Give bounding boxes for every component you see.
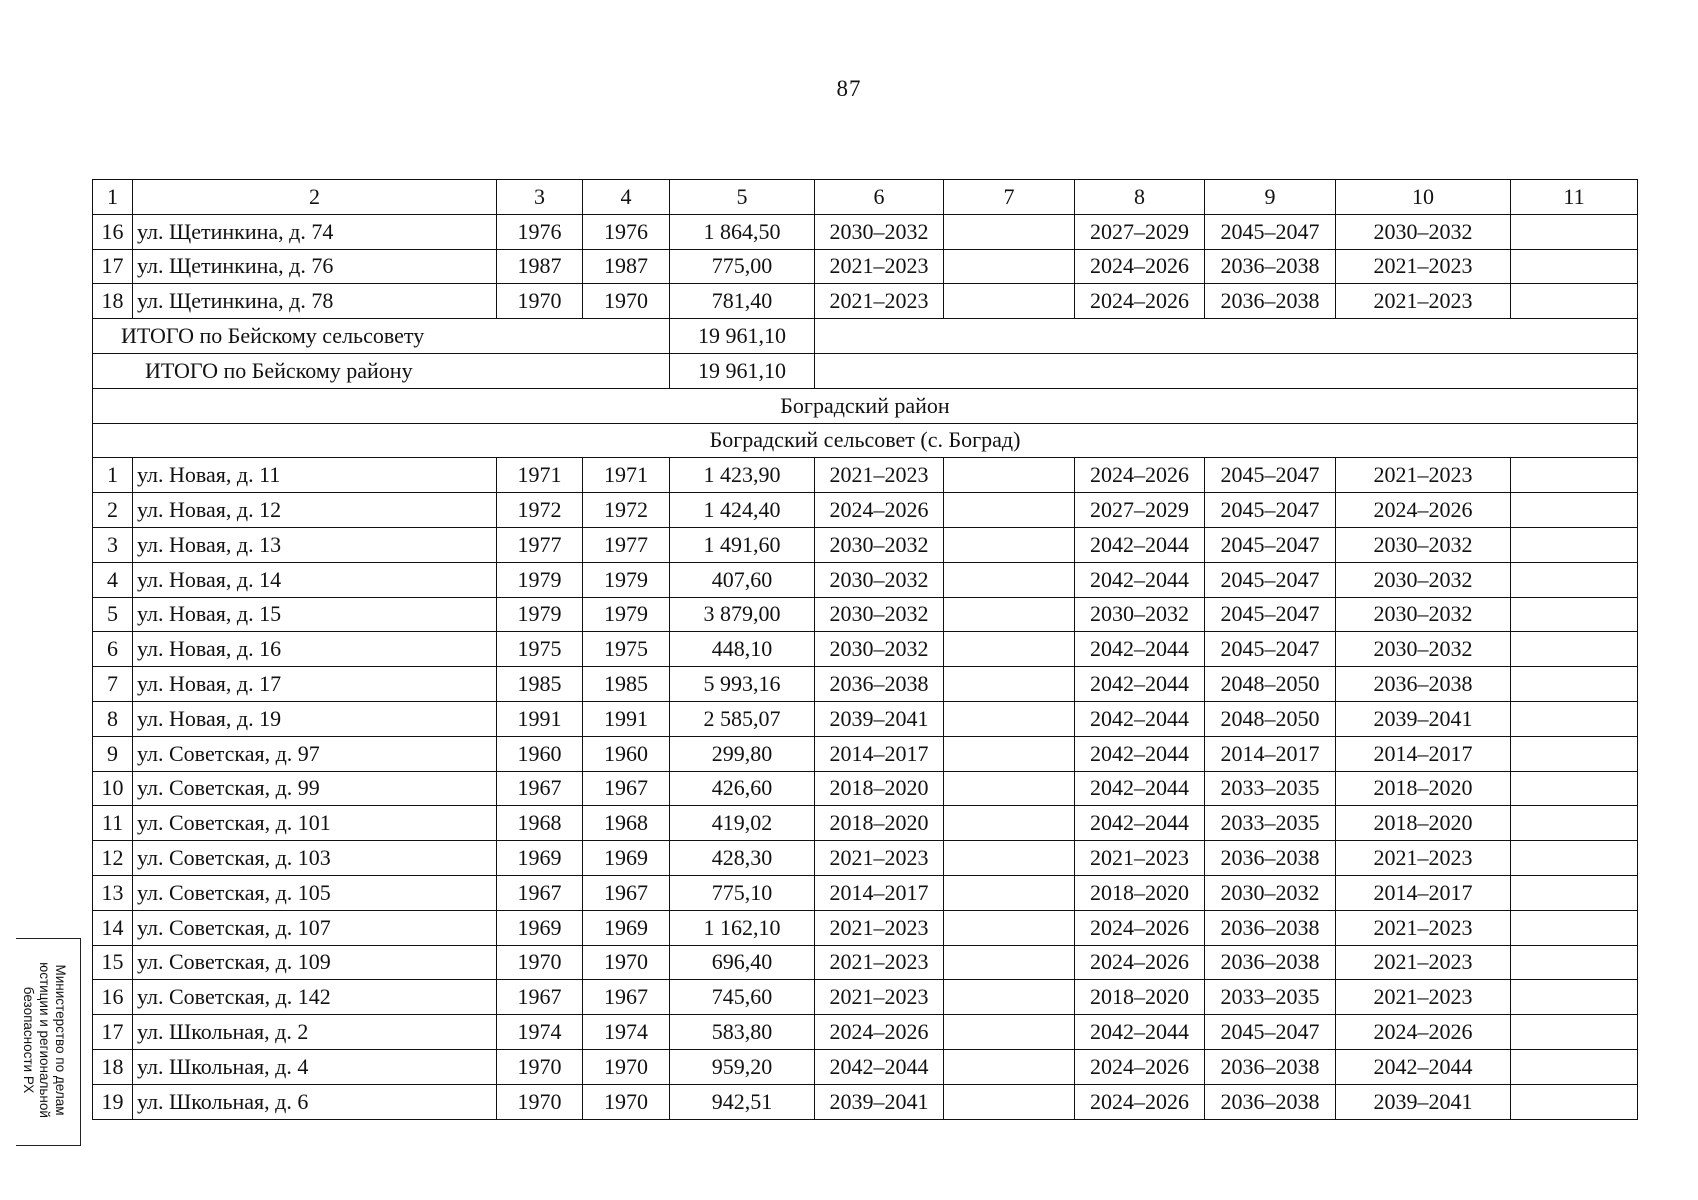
cell-10: 2039–2041 (1336, 1084, 1511, 1119)
cell-6: 2036–2038 (815, 667, 944, 702)
table-row (93, 945, 1638, 980)
table-row (93, 562, 1638, 597)
cell-5: 959,20 (670, 1049, 815, 1084)
cell-4: 1968 (583, 806, 670, 841)
cell-1: 9 (93, 736, 133, 771)
cell-5: 775,10 (670, 875, 815, 910)
cell-5: 781,40 (670, 284, 815, 319)
cell-2: ул. Новая, д. 15 (133, 597, 497, 632)
table-row (93, 632, 1638, 667)
cell-8: 2024–2026 (1075, 284, 1205, 319)
cell-3: 1967 (497, 980, 583, 1015)
cell-4: 1979 (583, 562, 670, 597)
cell-9: 2036–2038 (1205, 1084, 1336, 1119)
cell-5: 583,80 (670, 1015, 815, 1050)
cell-8: 2042–2044 (1075, 806, 1205, 841)
cell-8: 2024–2026 (1075, 945, 1205, 980)
cell-4: 1971 (583, 458, 670, 493)
cell-5: 1 424,40 (670, 493, 815, 528)
cell-2: ул. Новая, д. 19 (133, 701, 497, 736)
cell-3: 1975 (497, 632, 583, 667)
cell-2: ул. Школьная, д. 2 (133, 1015, 497, 1050)
cell-5: 775,00 (670, 249, 815, 284)
housing-register-table (92, 179, 1638, 1120)
cell-11 (1511, 1084, 1638, 1119)
total-value: 19 961,10 (670, 319, 815, 354)
cell-7 (944, 1015, 1075, 1050)
cell-11 (1511, 562, 1638, 597)
column-header: 7 (944, 180, 1075, 215)
table-row (93, 1084, 1638, 1119)
cell-5: 696,40 (670, 945, 815, 980)
column-header: 6 (815, 180, 944, 215)
cell-2: ул. Щетинкина, д. 74 (133, 214, 497, 249)
table-row (93, 806, 1638, 841)
cell-2: ул. Щетинкина, д. 76 (133, 249, 497, 284)
cell-1: 1 (93, 458, 133, 493)
cell-10: 2024–2026 (1336, 1015, 1511, 1050)
cell-4: 1991 (583, 701, 670, 736)
cell-4: 1985 (583, 667, 670, 702)
cell-4: 1969 (583, 910, 670, 945)
cell-6: 2039–2041 (815, 1084, 944, 1119)
section-council-heading: Боградский сельсовет (с. Боград) (93, 423, 1638, 458)
cell-6: 2018–2020 (815, 806, 944, 841)
table-row (93, 493, 1638, 528)
cell-1: 8 (93, 701, 133, 736)
cell-3: 1991 (497, 701, 583, 736)
cell-7 (944, 701, 1075, 736)
column-header: 11 (1511, 180, 1638, 215)
cell-6: 2021–2023 (815, 249, 944, 284)
cell-11 (1511, 214, 1638, 249)
cell-10: 2021–2023 (1336, 284, 1511, 319)
cell-1: 18 (93, 284, 133, 319)
cell-9: 2036–2038 (1205, 910, 1336, 945)
cell-8: 2042–2044 (1075, 632, 1205, 667)
cell-9: 2045–2047 (1205, 562, 1336, 597)
cell-11 (1511, 1049, 1638, 1084)
cell-11 (1511, 667, 1638, 702)
cell-10: 2036–2038 (1336, 667, 1511, 702)
cell-2: ул. Школьная, д. 6 (133, 1084, 497, 1119)
section-district-heading: Боградский район (93, 388, 1638, 423)
cell-9: 2045–2047 (1205, 1015, 1336, 1050)
cell-10: 2018–2020 (1336, 771, 1511, 806)
cell-5: 1 162,10 (670, 910, 815, 945)
cell-6: 2021–2023 (815, 945, 944, 980)
table-row (93, 667, 1638, 702)
cell-10: 2024–2026 (1336, 493, 1511, 528)
section-row (93, 388, 1638, 423)
total-row (93, 353, 1638, 388)
cell-9: 2048–2050 (1205, 667, 1336, 702)
cell-6: 2021–2023 (815, 458, 944, 493)
cell-10: 2021–2023 (1336, 980, 1511, 1015)
cell-1: 7 (93, 667, 133, 702)
cell-10: 2021–2023 (1336, 945, 1511, 980)
cell-11 (1511, 875, 1638, 910)
table-row (93, 1049, 1638, 1084)
cell-3: 1960 (497, 736, 583, 771)
table-row (93, 980, 1638, 1015)
cell-11 (1511, 527, 1638, 562)
stamp-text (20, 937, 68, 1143)
cell-11 (1511, 701, 1638, 736)
cell-8: 2042–2044 (1075, 527, 1205, 562)
cell-10: 2018–2020 (1336, 806, 1511, 841)
stamp-line: юстиции и региональной (37, 962, 52, 1118)
cell-4: 1976 (583, 214, 670, 249)
table-row (93, 910, 1638, 945)
cell-9: 2030–2032 (1205, 875, 1336, 910)
cell-11 (1511, 458, 1638, 493)
cell-11 (1511, 910, 1638, 945)
cell-3: 1969 (497, 841, 583, 876)
cell-7 (944, 875, 1075, 910)
column-number-header-row (93, 180, 1638, 215)
cell-8: 2042–2044 (1075, 771, 1205, 806)
cell-2: ул. Советская, д. 99 (133, 771, 497, 806)
table-row (93, 841, 1638, 876)
cell-1: 13 (93, 875, 133, 910)
cell-1: 11 (93, 806, 133, 841)
cell-11 (1511, 1015, 1638, 1050)
cell-6: 2042–2044 (815, 1049, 944, 1084)
cell-9: 2045–2047 (1205, 527, 1336, 562)
cell-2: ул. Советская, д. 103 (133, 841, 497, 876)
cell-5: 1 491,60 (670, 527, 815, 562)
cell-4: 1970 (583, 284, 670, 319)
cell-5: 942,51 (670, 1084, 815, 1119)
cell-10: 2039–2041 (1336, 701, 1511, 736)
cell-11 (1511, 806, 1638, 841)
cell-2: ул. Советская, д. 105 (133, 875, 497, 910)
cell-2: ул. Советская, д. 107 (133, 910, 497, 945)
table-row (93, 736, 1638, 771)
cell-8: 2024–2026 (1075, 910, 1205, 945)
cell-1: 18 (93, 1049, 133, 1084)
cell-9: 2014–2017 (1205, 736, 1336, 771)
column-header: 9 (1205, 180, 1336, 215)
cell-2: ул. Советская, д. 109 (133, 945, 497, 980)
cell-3: 1970 (497, 945, 583, 980)
cell-5: 1 423,90 (670, 458, 815, 493)
section-row (93, 423, 1638, 458)
cell-6: 2024–2026 (815, 1015, 944, 1050)
cell-10: 2021–2023 (1336, 841, 1511, 876)
cell-10: 2030–2032 (1336, 597, 1511, 632)
cell-6: 2014–2017 (815, 875, 944, 910)
cell-6: 2030–2032 (815, 214, 944, 249)
cell-7 (944, 736, 1075, 771)
cell-10: 2042–2044 (1336, 1049, 1511, 1084)
total-empty-cell (815, 319, 1638, 354)
cell-9: 2045–2047 (1205, 214, 1336, 249)
cell-1: 4 (93, 562, 133, 597)
column-header: 10 (1336, 180, 1511, 215)
cell-6: 2030–2032 (815, 562, 944, 597)
cell-6: 2039–2041 (815, 701, 944, 736)
cell-9: 2033–2035 (1205, 771, 1336, 806)
cell-4: 1960 (583, 736, 670, 771)
cell-8: 2042–2044 (1075, 1015, 1205, 1050)
cell-6: 2021–2023 (815, 841, 944, 876)
cell-10: 2021–2023 (1336, 249, 1511, 284)
cell-3: 1971 (497, 458, 583, 493)
cell-10: 2014–2017 (1336, 736, 1511, 771)
cell-4: 1979 (583, 597, 670, 632)
cell-1: 3 (93, 527, 133, 562)
cell-4: 1972 (583, 493, 670, 528)
cell-5: 419,02 (670, 806, 815, 841)
cell-5: 407,60 (670, 562, 815, 597)
column-header: 5 (670, 180, 815, 215)
cell-11 (1511, 632, 1638, 667)
cell-9: 2036–2038 (1205, 945, 1336, 980)
cell-9: 2036–2038 (1205, 841, 1336, 876)
cell-11 (1511, 771, 1638, 806)
cell-3: 1968 (497, 806, 583, 841)
cell-7 (944, 945, 1075, 980)
column-header: 8 (1075, 180, 1205, 215)
cell-3: 1974 (497, 1015, 583, 1050)
cell-8: 2027–2029 (1075, 214, 1205, 249)
cell-2: ул. Новая, д. 17 (133, 667, 497, 702)
cell-2: ул. Школьная, д. 4 (133, 1049, 497, 1084)
cell-8: 2042–2044 (1075, 736, 1205, 771)
cell-1: 17 (93, 249, 133, 284)
table-row (93, 771, 1638, 806)
cell-1: 15 (93, 945, 133, 980)
cell-1: 19 (93, 1084, 133, 1119)
table-row (93, 875, 1638, 910)
cell-8: 2042–2044 (1075, 562, 1205, 597)
cell-8: 2024–2026 (1075, 249, 1205, 284)
cell-1: 14 (93, 910, 133, 945)
cell-9: 2036–2038 (1205, 284, 1336, 319)
cell-7 (944, 284, 1075, 319)
cell-3: 1970 (497, 284, 583, 319)
total-label: ИТОГО по Бейскому району (93, 353, 670, 388)
cell-6: 2030–2032 (815, 597, 944, 632)
cell-8: 2024–2026 (1075, 1049, 1205, 1084)
cell-9: 2045–2047 (1205, 597, 1336, 632)
table-row (93, 284, 1638, 319)
cell-4: 1970 (583, 1049, 670, 1084)
cell-1: 10 (93, 771, 133, 806)
table-row (93, 597, 1638, 632)
cell-1: 6 (93, 632, 133, 667)
cell-5: 5 993,16 (670, 667, 815, 702)
cell-10: 2030–2032 (1336, 632, 1511, 667)
cell-8: 2018–2020 (1075, 980, 1205, 1015)
cell-4: 1967 (583, 875, 670, 910)
cell-11 (1511, 736, 1638, 771)
cell-7 (944, 493, 1075, 528)
table-row (93, 214, 1638, 249)
cell-3: 1969 (497, 910, 583, 945)
cell-11 (1511, 597, 1638, 632)
cell-2: ул. Советская, д. 142 (133, 980, 497, 1015)
cell-10: 2021–2023 (1336, 910, 1511, 945)
cell-10: 2030–2032 (1336, 527, 1511, 562)
column-header: 3 (497, 180, 583, 215)
cell-3: 1987 (497, 249, 583, 284)
cell-6: 2030–2032 (815, 527, 944, 562)
cell-3: 1977 (497, 527, 583, 562)
cell-2: ул. Советская, д. 101 (133, 806, 497, 841)
table-row (93, 1015, 1638, 1050)
cell-1: 2 (93, 493, 133, 528)
cell-1: 16 (93, 214, 133, 249)
cell-1: 5 (93, 597, 133, 632)
cell-10: 2014–2017 (1336, 875, 1511, 910)
cell-3: 1970 (497, 1049, 583, 1084)
cell-7 (944, 249, 1075, 284)
cell-2: ул. Новая, д. 12 (133, 493, 497, 528)
cell-1: 16 (93, 980, 133, 1015)
cell-4: 1970 (583, 945, 670, 980)
cell-8: 2024–2026 (1075, 1084, 1205, 1119)
cell-10: 2030–2032 (1336, 214, 1511, 249)
cell-11 (1511, 841, 1638, 876)
cell-9: 2048–2050 (1205, 701, 1336, 736)
cell-2: ул. Новая, д. 13 (133, 527, 497, 562)
cell-6: 2014–2017 (815, 736, 944, 771)
cell-6: 2024–2026 (815, 493, 944, 528)
cell-2: ул. Новая, д. 14 (133, 562, 497, 597)
cell-5: 428,30 (670, 841, 815, 876)
cell-2: ул. Щетинкина, д. 78 (133, 284, 497, 319)
cell-5: 2 585,07 (670, 701, 815, 736)
cell-7 (944, 458, 1075, 493)
table-row (93, 701, 1638, 736)
cell-1: 12 (93, 841, 133, 876)
cell-4: 1975 (583, 632, 670, 667)
cell-4: 1967 (583, 980, 670, 1015)
cell-11 (1511, 980, 1638, 1015)
cell-7 (944, 527, 1075, 562)
cell-7 (944, 562, 1075, 597)
table-row (93, 527, 1638, 562)
cell-7 (944, 1084, 1075, 1119)
cell-8: 2030–2032 (1075, 597, 1205, 632)
cell-11 (1511, 249, 1638, 284)
cell-8: 2021–2023 (1075, 841, 1205, 876)
cell-3: 1970 (497, 1084, 583, 1119)
cell-5: 1 864,50 (670, 214, 815, 249)
cell-4: 1974 (583, 1015, 670, 1050)
cell-4: 1977 (583, 527, 670, 562)
cell-7 (944, 1049, 1075, 1084)
cell-4: 1969 (583, 841, 670, 876)
cell-11 (1511, 945, 1638, 980)
table-row (93, 249, 1638, 284)
cell-9: 2033–2035 (1205, 806, 1336, 841)
cell-4: 1967 (583, 771, 670, 806)
cell-3: 1976 (497, 214, 583, 249)
table-row (93, 458, 1638, 493)
cell-10: 2021–2023 (1336, 458, 1511, 493)
page-number: 87 (836, 76, 862, 101)
cell-7 (944, 910, 1075, 945)
cell-5: 3 879,00 (670, 597, 815, 632)
cell-5: 299,80 (670, 736, 815, 771)
cell-8: 2027–2029 (1075, 493, 1205, 528)
cell-3: 1985 (497, 667, 583, 702)
total-value: 19 961,10 (670, 353, 815, 388)
cell-6: 2021–2023 (815, 910, 944, 945)
table-body (93, 180, 1638, 1120)
total-row (93, 319, 1638, 354)
cell-4: 1987 (583, 249, 670, 284)
cell-9: 2045–2047 (1205, 458, 1336, 493)
cell-3: 1979 (497, 562, 583, 597)
cell-3: 1967 (497, 875, 583, 910)
cell-10: 2030–2032 (1336, 562, 1511, 597)
cell-2: ул. Новая, д. 16 (133, 632, 497, 667)
cell-7 (944, 980, 1075, 1015)
cell-7 (944, 841, 1075, 876)
column-header: 2 (133, 180, 497, 215)
cell-2: ул. Советская, д. 97 (133, 736, 497, 771)
cell-3: 1967 (497, 771, 583, 806)
column-header: 4 (583, 180, 670, 215)
cell-11 (1511, 493, 1638, 528)
cell-9: 2045–2047 (1205, 632, 1336, 667)
cell-5: 426,60 (670, 771, 815, 806)
cell-9: 2036–2038 (1205, 1049, 1336, 1084)
cell-7 (944, 667, 1075, 702)
cell-8: 2018–2020 (1075, 875, 1205, 910)
cell-3: 1972 (497, 493, 583, 528)
cell-11 (1511, 284, 1638, 319)
cell-8: 2042–2044 (1075, 701, 1205, 736)
cell-7 (944, 214, 1075, 249)
cell-8: 2024–2026 (1075, 458, 1205, 493)
cell-8: 2042–2044 (1075, 667, 1205, 702)
cell-5: 745,60 (670, 980, 815, 1015)
cell-7 (944, 771, 1075, 806)
cell-9: 2045–2047 (1205, 493, 1336, 528)
column-header: 1 (93, 180, 133, 215)
cell-6: 2030–2032 (815, 632, 944, 667)
cell-9: 2036–2038 (1205, 249, 1336, 284)
cell-1: 17 (93, 1015, 133, 1050)
cell-5: 448,10 (670, 632, 815, 667)
cell-4: 1970 (583, 1084, 670, 1119)
cell-3: 1979 (497, 597, 583, 632)
cell-7 (944, 597, 1075, 632)
cell-7 (944, 632, 1075, 667)
cell-2: ул. Новая, д. 11 (133, 458, 497, 493)
total-label: ИТОГО по Бейскому сельсовету (93, 319, 670, 354)
cell-9: 2033–2035 (1205, 980, 1336, 1015)
total-empty-cell (815, 353, 1638, 388)
cell-7 (944, 806, 1075, 841)
cell-6: 2021–2023 (815, 980, 944, 1015)
cell-6: 2021–2023 (815, 284, 944, 319)
cell-6: 2018–2020 (815, 771, 944, 806)
stamp-line: Министерство по делам (53, 964, 68, 1116)
stamp-line: безопасности РХ (21, 986, 36, 1094)
